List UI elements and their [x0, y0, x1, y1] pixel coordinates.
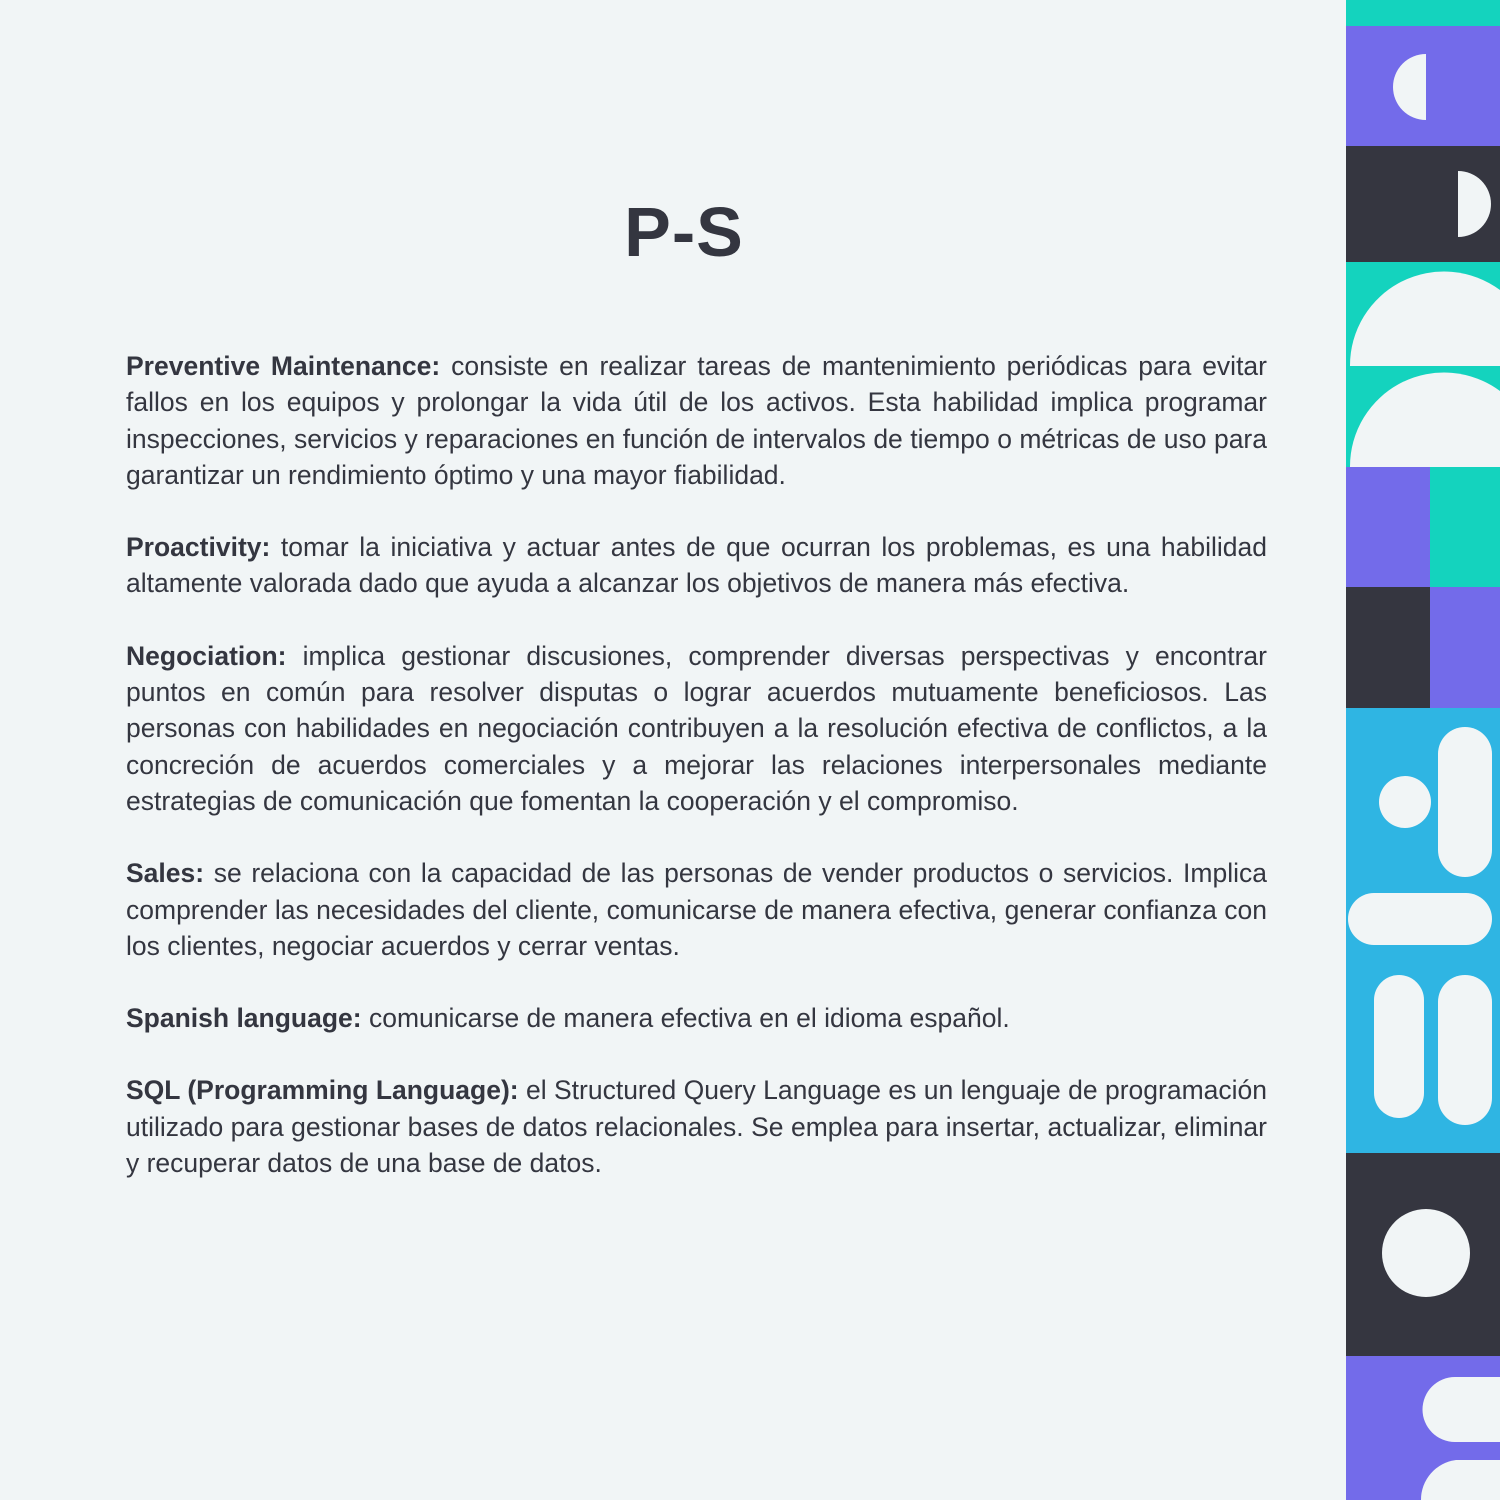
pill-shape: [1348, 893, 1492, 945]
teal-strip: [1346, 0, 1500, 26]
decorative-sidebar: [1346, 0, 1500, 1500]
entry-definition: el Structured Query Language es un lenguaje de programación utilizado para gestionar bases de datos relacionales. Se emplea para insertar, actualizar, eliminar y recuperar datos de una base de datos.: [126, 1075, 1268, 1179]
pill-shape: [1438, 975, 1492, 1125]
entry-term: Negociation:: [126, 640, 287, 671]
glossary-content: [126, 348, 1267, 1217]
entry-term: Spanish language:: [126, 1003, 362, 1034]
entry-term: Proactivity:: [126, 532, 271, 563]
pill-shape: [1438, 727, 1492, 877]
entry-negociation: [126, 638, 1267, 819]
entry-definition: implica gestionar discusiones, comprender diversas perspectivas y encontrar puntos en común para resolver disputas o lograr acuerdos mutuamente beneficiosos. Las personas con habilidades en negociación contribuyen a la resolución efectiva de conflictos, a la concreción de acuerdos comerciales y a mejorar las relaciones interpersonales mediante estrategias de comunicación que fomentan la cooperación y el compromiso.: [126, 640, 1267, 816]
circle-shape: [1382, 1209, 1470, 1297]
purple-square: [1430, 587, 1500, 708]
geometric-pattern: [1346, 0, 1500, 1500]
entry-sql: [126, 1072, 1267, 1181]
entry-definition: tomar la iniciativa y actuar antes de que ocurran los problemas, es una habilidad altamente valorada dado que ayuda a alcanzar los objetivos de manera más efectiva.: [126, 532, 1267, 599]
page-title: P-S: [624, 193, 744, 271]
pill-shape: [1374, 975, 1424, 1118]
entry-sales: [126, 855, 1267, 964]
entry-preventive-maintenance: [126, 348, 1267, 493]
purple-square: [1346, 467, 1430, 587]
entry-spanish-language: [126, 1000, 1267, 1036]
teal-square: [1430, 467, 1500, 587]
entry-proactivity: [126, 529, 1267, 602]
rounded-shape: [1423, 1377, 1500, 1442]
dot-shape: [1379, 776, 1431, 828]
entry-term: Preventive Maintenance:: [126, 351, 441, 381]
entry-term: SQL (Programming Language):: [126, 1075, 519, 1106]
entry-definition: se relaciona con la capacidad de las personas de vender productos o servicios. Implica comprender las necesidades del cliente, comunicarse de manera efectiva, generar confianza con los clientes, negociar acuerdos y cerrar ventas.: [126, 858, 1267, 961]
dark-square: [1346, 587, 1430, 708]
entry-definition: comunicarse de manera efectiva en el idioma español.: [361, 1003, 1010, 1034]
entry-term: Sales:: [126, 858, 205, 889]
entry-definition: consiste en realizar tareas de mantenimiento periódicas para evitar fallos en los equipos y prolongar la vida útil de los activos. Esta habilidad implica programar inspecciones, servicios y reparaciones en función de intervalos de tiempo o métricas de uso para garantizar un rendimiento óptimo y una mayor fiabilidad.: [126, 351, 1267, 490]
